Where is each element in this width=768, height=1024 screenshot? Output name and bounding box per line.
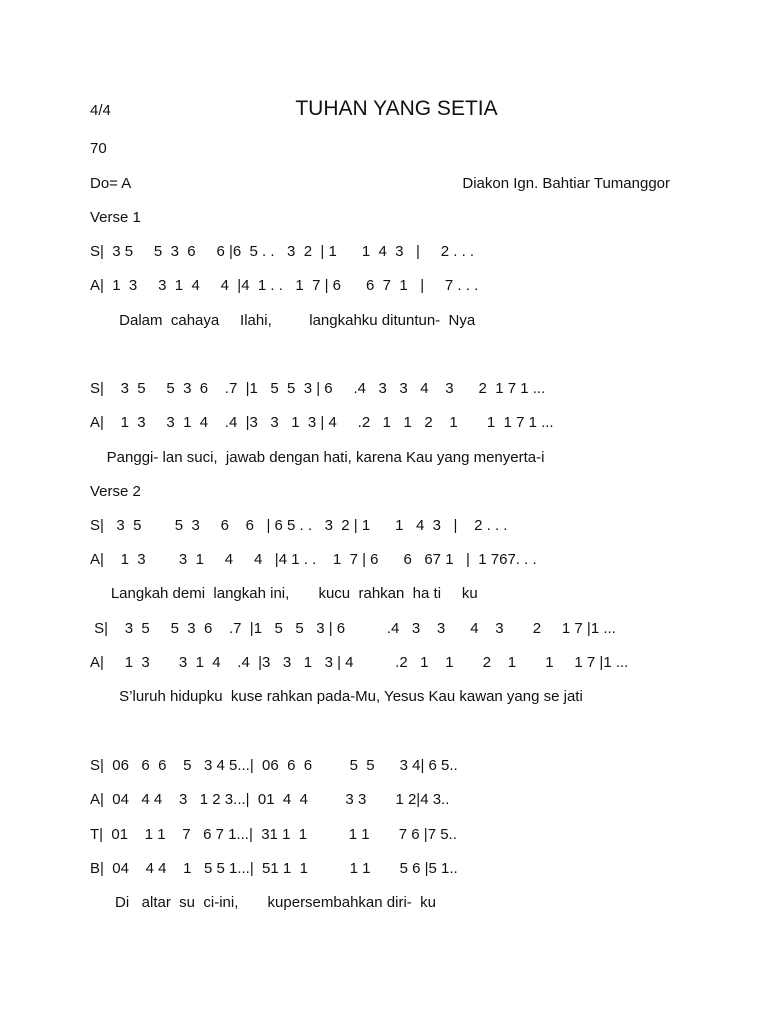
verse2-lyric-line2: S’luruh hidupku kuse rahkan pada-Mu, Yesus Kau kawan yang se jati [90, 688, 583, 705]
verse1-alto-line2: A| 1 3 3 1 4 .4 |3 3 1 3 | 4 .2 1 1 2 1 1 1 7 1 ... [90, 414, 554, 431]
verse1-label: Verse 1 [90, 209, 141, 226]
verse2-label: Verse 2 [90, 483, 141, 500]
tempo: 70 [90, 140, 107, 157]
chorus-bass: B| 04 4 4 1 5 5 1...| 51 1 1 1 1 5 6 |5 1.. [90, 860, 458, 877]
verse2-alto-line1: A| 1 3 3 1 4 4 |4 1 . . 1 7 | 6 6 67 1 | 1 767. . . [90, 551, 537, 568]
verse2-soprano-line2: S| 3 5 5 3 6 .7 |1 5 5 3 | 6 .4 3 3 4 3 2 1 7 |1 ... [90, 620, 616, 637]
key-signature: Do= A [90, 175, 132, 192]
verse2-lyric-line1: Langkah demi langkah ini, kucu rahkan ha ti ku [90, 585, 478, 602]
verse1-soprano-line2: S| 3 5 5 3 6 .7 |1 5 5 3 | 6 .4 3 3 4 3 2 1 7 1 ... [90, 380, 546, 397]
chorus-soprano: S| 06 6 6 5 3 4 5...| 06 6 6 5 5 3 4| 6 5.. [90, 757, 458, 774]
verse1-lyric-line1: Dalam cahaya Ilahi, langkahku dituntun- Nya [90, 312, 476, 329]
verse2-alto-line2: A| 1 3 3 1 4 .4 |3 3 1 3 | 4 .2 1 1 2 1 1 1 7 |1 ... [90, 654, 629, 671]
verse1-soprano-line1: S| 3 5 5 3 6 6 |6 5 . . 3 2 | 1 1 4 3 | 2 . . . [90, 243, 475, 260]
song-title: TUHAN YANG SETIA [295, 97, 498, 120]
time-signature: 4/4 [90, 102, 111, 119]
chorus-tenor: T| 01 1 1 7 6 7 1...| 31 1 1 1 1 7 6 |7 5.. [90, 826, 457, 843]
composer: Diakon Ign. Bahtiar Tumanggor [462, 175, 670, 192]
verse1-lyric-line2: Panggi- lan suci, jawab dengan hati, karena Kau yang menyerta-i [90, 449, 545, 466]
verse2-soprano-line1: S| 3 5 5 3 6 6 | 6 5 . . 3 2 | 1 1 4 3 | 2 . . . [90, 517, 508, 534]
verse1-alto-line1: A| 1 3 3 1 4 4 |4 1 . . 1 7 | 6 6 7 1 | 7 . . . [90, 277, 479, 294]
chorus-alto: A| 04 4 4 3 1 2 3...| 01 4 4 3 3 1 2|4 3.. [90, 791, 450, 808]
chorus-lyric: Di altar su ci-ini, kupersembahkan diri- ku [90, 894, 436, 911]
